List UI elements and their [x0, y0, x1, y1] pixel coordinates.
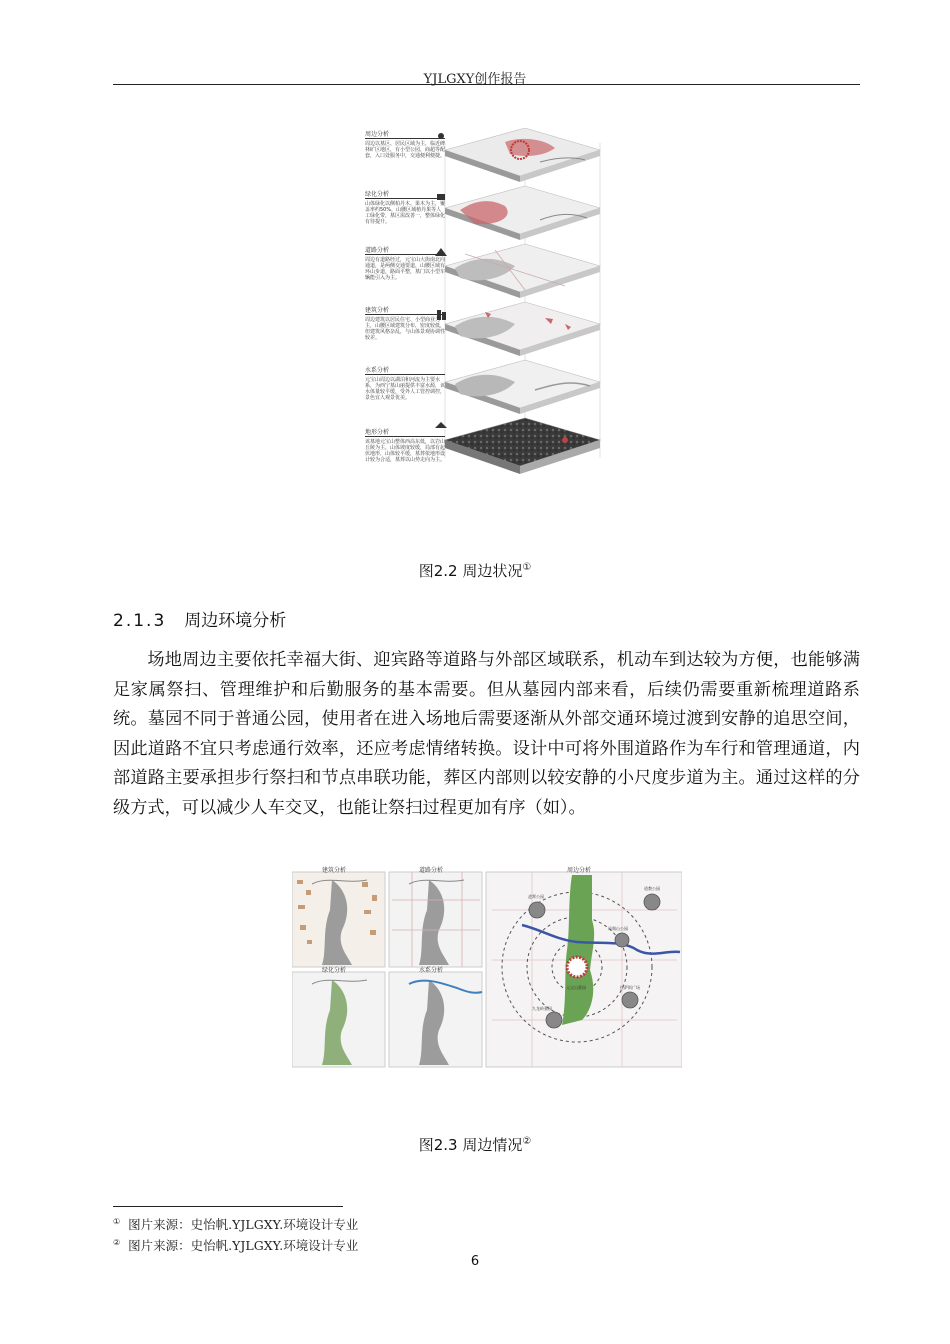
- section-heading: [113, 606, 286, 631]
- panel-title-roads: 道路分析: [419, 867, 444, 874]
- figure-2-3-caption: 图2.3 周边情况②: [418, 1136, 532, 1154]
- layer-6: [445, 418, 600, 474]
- layer-label-6: 地形分析 该墓地元宝山整体西高东低，以岩山丘陵为主，山体坡度较缓，局部有起伏地形，山体较平缓，墓葬依地形设计较为合适，墓葬以山势走向为主。: [365, 429, 446, 463]
- map-label-6: 九龙岭墓园: [532, 1006, 552, 1011]
- figure-layer-stack: [365, 128, 605, 513]
- map-panel-roads: [389, 872, 482, 967]
- panel-title-buildings: 建筑分析: [322, 867, 347, 874]
- footnote-rule: [113, 1206, 343, 1207]
- layer-label-3: 道路分析 周边有道路经过，元宝山大街南北向通道，是两侧交通要道，山腰区域有环山步道，路面平整，墓门以小型车辆能引入为主。: [365, 247, 446, 281]
- layer-label-2: 绿化分析 山体绿化以侧柏丹木、果木为主，覆盖率约50%，山腰区域植丹果等人工绿化带，墓区需改善一，整体绿化有待提升。: [365, 191, 446, 225]
- map-label-3: 元宝山墓园: [566, 985, 586, 990]
- map-label-4: 凤凰山公园: [608, 926, 628, 931]
- map-panel-green: [292, 972, 385, 1067]
- map-label-2: 道教公园: [644, 886, 660, 891]
- layer-4: [445, 302, 600, 356]
- layer-5: [445, 360, 600, 414]
- figure-surroundings-maps: [292, 867, 682, 1068]
- map-label-1: 凌霄公园: [528, 894, 544, 899]
- layer-1: [445, 128, 600, 182]
- footnote-2: ② 图片来源：史怡帆.YJLGXY.环境设计专业: [113, 1237, 359, 1253]
- map-label-5: 拉萨街广场: [620, 985, 640, 990]
- page-number: 6: [470, 1254, 480, 1269]
- layer-3: [445, 244, 600, 298]
- body-paragraph: 场地周边主要依托幸福大街、迎宾路等道路与外部区域联系，机动车到达较为方便，也能够满足家属祭扫、管理维护和后勤服务的基本需要。但从墓园内部来看，后续仍需要重新梳理道路系统。墓园不同于普通公园，使用者在进入场地后需要逐渐从外部交通环境过渡到安静的追思空间，因此道路不宜只考虑通行效率，还应考虑情绪转换。设计中可将外围道路作为车行和管理通道，内部道路主要承担步行祭扫和节点串联功能，葬区内部则以较安静的小尺度步道为主。通过这样的分级方式，可以减少人车交叉，也能让祭扫过程更加有序（如）。: [113, 650, 860, 818]
- layer-label-4: 建筑分析 周边建筑以居民住宅、小型商业为主，山腰区域建筑分布，密度较低，但建筑风格杂乱，与山体景观协调性较差。: [365, 307, 446, 341]
- figure-2-2-caption: 图2.2 周边状况①: [418, 562, 532, 580]
- panel-title-green: 绿化分析: [322, 967, 347, 974]
- map-panel-water: [389, 972, 482, 1067]
- header-rule: [113, 84, 860, 85]
- layer-label-5: 水系分析 元宝山周边以湖泊和河流为主要水系，为西宁墓山丽提供丰富水源，该水体量较平缓，受外人工管控调控，景色宜人观景优美。: [365, 367, 446, 401]
- layer-label-1: 周边分析 周边以墓区、居民区域为主，临近碑林矿区地区，有小型公园，商超等配套，入口处服务中，交通便利便捷。: [365, 131, 446, 159]
- section-number: 2.1.3: [113, 611, 167, 631]
- map-panel-buildings: [292, 872, 385, 967]
- surroundings-maps: [292, 870, 682, 1068]
- panel-title-surroundings: 周边分析: [567, 867, 592, 874]
- map-panel-surroundings: [486, 872, 682, 1067]
- panel-title-water: 水系分析: [419, 967, 444, 974]
- page-header: YJLGXY创作报告: [423, 72, 527, 87]
- footnote-1: ① 图片来源：史怡帆.YJLGXY.环境设计专业: [113, 1216, 359, 1232]
- section-title: 周边环境分析: [184, 611, 287, 631]
- layer-2: [445, 186, 600, 240]
